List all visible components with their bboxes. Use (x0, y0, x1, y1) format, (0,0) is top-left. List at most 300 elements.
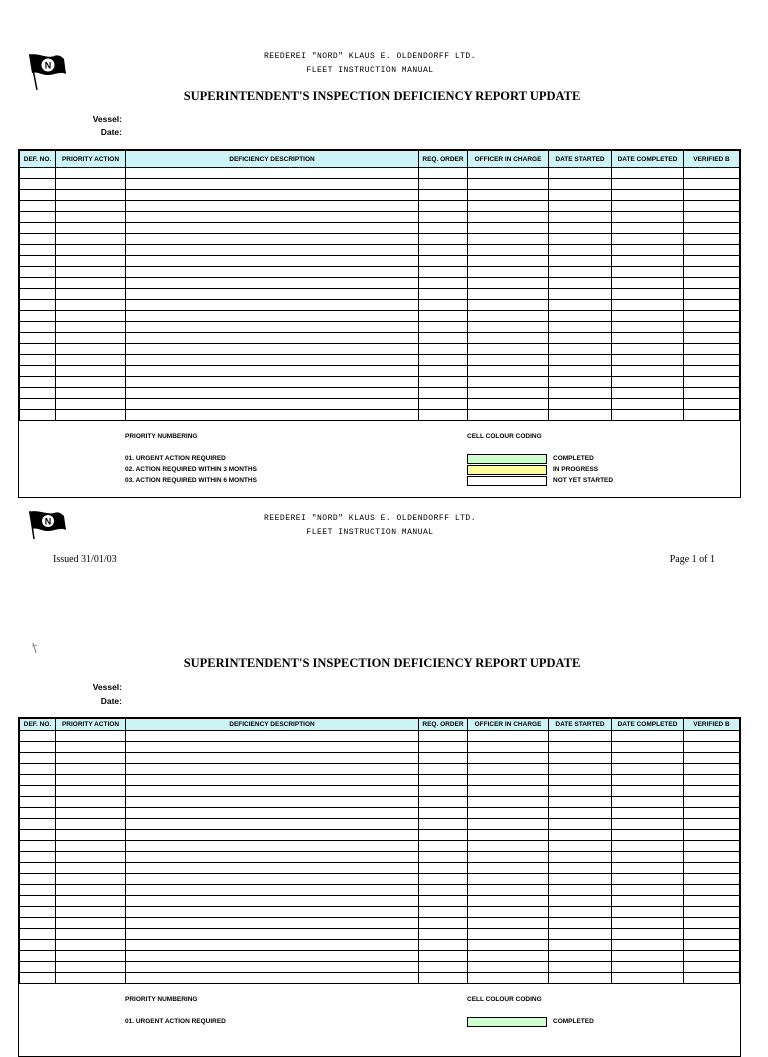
table-cell[interactable] (549, 940, 612, 951)
table-cell[interactable] (549, 863, 612, 874)
table-cell[interactable] (126, 885, 419, 896)
table-cell[interactable] (612, 212, 684, 223)
table-cell[interactable] (20, 907, 56, 918)
table-cell[interactable] (56, 212, 126, 223)
table-cell[interactable] (126, 212, 419, 223)
table-cell[interactable] (549, 245, 612, 256)
table-cell[interactable] (20, 819, 56, 830)
table-cell[interactable] (549, 973, 612, 984)
table-cell[interactable] (549, 179, 612, 190)
table-cell[interactable] (126, 874, 419, 885)
table-cell[interactable] (126, 962, 419, 973)
table-cell[interactable] (419, 245, 468, 256)
table-cell[interactable] (549, 885, 612, 896)
table-cell[interactable] (468, 918, 549, 929)
table-cell[interactable] (468, 245, 549, 256)
table-cell[interactable] (126, 775, 419, 786)
table-cell[interactable] (468, 764, 549, 775)
table-cell[interactable] (684, 267, 740, 278)
table-cell[interactable] (468, 267, 549, 278)
table-cell[interactable] (549, 333, 612, 344)
table-cell[interactable] (684, 764, 740, 775)
table-cell[interactable] (684, 918, 740, 929)
table-cell[interactable] (549, 819, 612, 830)
table-cell[interactable] (612, 355, 684, 366)
table-cell[interactable] (56, 168, 126, 179)
table-cell[interactable] (419, 289, 468, 300)
table-cell[interactable] (419, 962, 468, 973)
table-cell[interactable] (126, 830, 419, 841)
table-cell[interactable] (20, 267, 56, 278)
table-cell[interactable] (468, 223, 549, 234)
table-cell[interactable] (612, 819, 684, 830)
table-cell[interactable] (20, 731, 56, 742)
table-cell[interactable] (612, 907, 684, 918)
table-cell[interactable] (126, 929, 419, 940)
table-cell[interactable] (419, 874, 468, 885)
table-cell[interactable] (20, 929, 56, 940)
table-cell[interactable] (468, 775, 549, 786)
table-cell[interactable] (56, 764, 126, 775)
table-cell[interactable] (549, 212, 612, 223)
table-cell[interactable] (56, 399, 126, 410)
table-cell[interactable] (419, 863, 468, 874)
table-cell[interactable] (468, 786, 549, 797)
table-cell[interactable] (20, 201, 56, 212)
table-cell[interactable] (20, 764, 56, 775)
table-cell[interactable] (20, 863, 56, 874)
table-cell[interactable] (419, 742, 468, 753)
table-cell[interactable] (684, 355, 740, 366)
table-cell[interactable] (468, 819, 549, 830)
table-cell[interactable] (684, 874, 740, 885)
table-cell[interactable] (612, 410, 684, 421)
table-cell[interactable] (20, 896, 56, 907)
table-cell[interactable] (20, 212, 56, 223)
table-cell[interactable] (419, 366, 468, 377)
table-cell[interactable] (468, 168, 549, 179)
table-cell[interactable] (56, 951, 126, 962)
table-cell[interactable] (20, 333, 56, 344)
table-cell[interactable] (468, 377, 549, 388)
table-cell[interactable] (126, 355, 419, 366)
table-cell[interactable] (468, 874, 549, 885)
table-cell[interactable] (468, 289, 549, 300)
table-cell[interactable] (126, 190, 419, 201)
table-cell[interactable] (612, 731, 684, 742)
table-cell[interactable] (20, 885, 56, 896)
table-cell[interactable] (56, 753, 126, 764)
table-cell[interactable] (549, 830, 612, 841)
table-cell[interactable] (549, 366, 612, 377)
table-cell[interactable] (612, 333, 684, 344)
table-cell[interactable] (20, 245, 56, 256)
table-cell[interactable] (612, 852, 684, 863)
table-cell[interactable] (419, 907, 468, 918)
table-cell[interactable] (684, 333, 740, 344)
table-cell[interactable] (56, 863, 126, 874)
table-cell[interactable] (468, 841, 549, 852)
table-cell[interactable] (468, 179, 549, 190)
table-cell[interactable] (419, 223, 468, 234)
table-cell[interactable] (684, 377, 740, 388)
table-cell[interactable] (612, 775, 684, 786)
table-cell[interactable] (126, 366, 419, 377)
table-cell[interactable] (684, 399, 740, 410)
table-cell[interactable] (419, 234, 468, 245)
table-cell[interactable] (126, 311, 419, 322)
table-cell[interactable] (20, 797, 56, 808)
table-cell[interactable] (20, 366, 56, 377)
table-cell[interactable] (419, 355, 468, 366)
table-cell[interactable] (549, 808, 612, 819)
table-cell[interactable] (612, 863, 684, 874)
table-cell[interactable] (20, 786, 56, 797)
table-cell[interactable] (126, 388, 419, 399)
table-cell[interactable] (468, 212, 549, 223)
table-cell[interactable] (549, 344, 612, 355)
table-cell[interactable] (612, 786, 684, 797)
table-cell[interactable] (419, 951, 468, 962)
table-cell[interactable] (612, 201, 684, 212)
table-cell[interactable] (56, 852, 126, 863)
table-cell[interactable] (549, 190, 612, 201)
table-cell[interactable] (56, 830, 126, 841)
table-cell[interactable] (612, 896, 684, 907)
table-cell[interactable] (419, 179, 468, 190)
table-cell[interactable] (126, 841, 419, 852)
table-cell[interactable] (549, 289, 612, 300)
table-cell[interactable] (126, 731, 419, 742)
table-cell[interactable] (56, 797, 126, 808)
table-cell[interactable] (684, 786, 740, 797)
table-cell[interactable] (468, 797, 549, 808)
table-cell[interactable] (56, 190, 126, 201)
table-cell[interactable] (684, 278, 740, 289)
table-cell[interactable] (468, 300, 549, 311)
table-cell[interactable] (684, 962, 740, 973)
table-cell[interactable] (419, 753, 468, 764)
table-cell[interactable] (549, 410, 612, 421)
table-cell[interactable] (419, 885, 468, 896)
table-cell[interactable] (126, 410, 419, 421)
table-cell[interactable] (612, 764, 684, 775)
table-cell[interactable] (126, 852, 419, 863)
table-cell[interactable] (126, 797, 419, 808)
table-cell[interactable] (419, 918, 468, 929)
table-cell[interactable] (612, 874, 684, 885)
table-cell[interactable] (684, 808, 740, 819)
table-cell[interactable] (684, 896, 740, 907)
table-cell[interactable] (419, 256, 468, 267)
table-cell[interactable] (612, 797, 684, 808)
table-cell[interactable] (20, 256, 56, 267)
table-cell[interactable] (20, 179, 56, 190)
table-cell[interactable] (56, 179, 126, 190)
table-cell[interactable] (549, 234, 612, 245)
table-cell[interactable] (684, 300, 740, 311)
table-cell[interactable] (612, 223, 684, 234)
table-cell[interactable] (126, 819, 419, 830)
table-cell[interactable] (612, 830, 684, 841)
table-cell[interactable] (684, 311, 740, 322)
table-cell[interactable] (419, 168, 468, 179)
table-cell[interactable] (20, 168, 56, 179)
table-cell[interactable] (549, 388, 612, 399)
table-cell[interactable] (56, 410, 126, 421)
table-cell[interactable] (20, 808, 56, 819)
table-cell[interactable] (56, 775, 126, 786)
table-cell[interactable] (20, 742, 56, 753)
table-cell[interactable] (468, 355, 549, 366)
table-cell[interactable] (468, 190, 549, 201)
table-cell[interactable] (126, 951, 419, 962)
table-cell[interactable] (20, 234, 56, 245)
table-cell[interactable] (549, 907, 612, 918)
table-cell[interactable] (612, 267, 684, 278)
table-cell[interactable] (612, 234, 684, 245)
table-cell[interactable] (419, 333, 468, 344)
table-cell[interactable] (684, 289, 740, 300)
table-cell[interactable] (684, 819, 740, 830)
table-cell[interactable] (549, 929, 612, 940)
table-cell[interactable] (468, 399, 549, 410)
table-cell[interactable] (20, 973, 56, 984)
table-cell[interactable] (612, 311, 684, 322)
table-cell[interactable] (612, 940, 684, 951)
table-cell[interactable] (419, 212, 468, 223)
table-cell[interactable] (126, 940, 419, 951)
table-cell[interactable] (549, 201, 612, 212)
table-cell[interactable] (684, 742, 740, 753)
table-cell[interactable] (549, 377, 612, 388)
table-cell[interactable] (56, 907, 126, 918)
table-cell[interactable] (56, 786, 126, 797)
table-cell[interactable] (56, 841, 126, 852)
table-cell[interactable] (468, 929, 549, 940)
table-cell[interactable] (56, 885, 126, 896)
table-cell[interactable] (684, 830, 740, 841)
table-cell[interactable] (684, 797, 740, 808)
table-cell[interactable] (419, 300, 468, 311)
table-cell[interactable] (56, 267, 126, 278)
table-cell[interactable] (684, 973, 740, 984)
table-cell[interactable] (56, 731, 126, 742)
table-cell[interactable] (468, 333, 549, 344)
table-cell[interactable] (549, 786, 612, 797)
table-cell[interactable] (549, 267, 612, 278)
table-cell[interactable] (549, 797, 612, 808)
table-cell[interactable] (684, 863, 740, 874)
table-cell[interactable] (20, 344, 56, 355)
table-cell[interactable] (468, 344, 549, 355)
table-cell[interactable] (20, 775, 56, 786)
table-cell[interactable] (468, 808, 549, 819)
table-cell[interactable] (20, 311, 56, 322)
table-cell[interactable] (684, 775, 740, 786)
table-cell[interactable] (549, 322, 612, 333)
table-cell[interactable] (56, 300, 126, 311)
table-cell[interactable] (126, 300, 419, 311)
table-cell[interactable] (56, 234, 126, 245)
table-cell[interactable] (612, 179, 684, 190)
table-cell[interactable] (468, 907, 549, 918)
table-cell[interactable] (126, 377, 419, 388)
table-cell[interactable] (612, 929, 684, 940)
table-cell[interactable] (56, 278, 126, 289)
table-cell[interactable] (612, 808, 684, 819)
table-cell[interactable] (56, 311, 126, 322)
table-cell[interactable] (419, 841, 468, 852)
table-cell[interactable] (126, 289, 419, 300)
table-cell[interactable] (468, 896, 549, 907)
table-cell[interactable] (468, 366, 549, 377)
table-cell[interactable] (56, 333, 126, 344)
table-cell[interactable] (468, 951, 549, 962)
table-cell[interactable] (126, 201, 419, 212)
table-cell[interactable] (549, 300, 612, 311)
table-cell[interactable] (468, 278, 549, 289)
table-cell[interactable] (56, 929, 126, 940)
table-cell[interactable] (419, 797, 468, 808)
table-cell[interactable] (684, 234, 740, 245)
table-cell[interactable] (20, 300, 56, 311)
table-cell[interactable] (419, 973, 468, 984)
table-cell[interactable] (684, 168, 740, 179)
table-cell[interactable] (20, 753, 56, 764)
table-cell[interactable] (684, 201, 740, 212)
table-cell[interactable] (684, 245, 740, 256)
table-cell[interactable] (20, 399, 56, 410)
table-cell[interactable] (126, 786, 419, 797)
table-cell[interactable] (549, 764, 612, 775)
table-cell[interactable] (126, 322, 419, 333)
table-cell[interactable] (549, 256, 612, 267)
table-cell[interactable] (549, 223, 612, 234)
table-cell[interactable] (20, 410, 56, 421)
table-cell[interactable] (126, 399, 419, 410)
table-cell[interactable] (612, 885, 684, 896)
table-cell[interactable] (126, 267, 419, 278)
table-cell[interactable] (56, 201, 126, 212)
table-cell[interactable] (56, 344, 126, 355)
table-cell[interactable] (20, 962, 56, 973)
table-cell[interactable] (56, 366, 126, 377)
table-cell[interactable] (56, 874, 126, 885)
table-cell[interactable] (468, 973, 549, 984)
table-cell[interactable] (612, 190, 684, 201)
table-cell[interactable] (549, 841, 612, 852)
table-cell[interactable] (56, 808, 126, 819)
table-cell[interactable] (419, 764, 468, 775)
table-cell[interactable] (612, 344, 684, 355)
table-cell[interactable] (56, 223, 126, 234)
table-cell[interactable] (612, 256, 684, 267)
table-cell[interactable] (419, 322, 468, 333)
table-cell[interactable] (468, 256, 549, 267)
table-cell[interactable] (20, 377, 56, 388)
table-cell[interactable] (612, 245, 684, 256)
table-cell[interactable] (56, 742, 126, 753)
table-cell[interactable] (612, 753, 684, 764)
table-cell[interactable] (20, 355, 56, 366)
table-cell[interactable] (684, 951, 740, 962)
table-cell[interactable] (419, 731, 468, 742)
table-cell[interactable] (56, 819, 126, 830)
table-cell[interactable] (126, 863, 419, 874)
table-cell[interactable] (468, 753, 549, 764)
table-cell[interactable] (612, 322, 684, 333)
table-cell[interactable] (419, 377, 468, 388)
table-cell[interactable] (612, 973, 684, 984)
table-cell[interactable] (419, 896, 468, 907)
table-cell[interactable] (684, 852, 740, 863)
table-cell[interactable] (549, 168, 612, 179)
table-cell[interactable] (684, 190, 740, 201)
table-cell[interactable] (684, 940, 740, 951)
table-cell[interactable] (56, 962, 126, 973)
table-cell[interactable] (468, 388, 549, 399)
table-cell[interactable] (56, 245, 126, 256)
table-cell[interactable] (126, 808, 419, 819)
table-cell[interactable] (419, 830, 468, 841)
table-cell[interactable] (126, 333, 419, 344)
table-cell[interactable] (549, 852, 612, 863)
table-cell[interactable] (468, 863, 549, 874)
table-cell[interactable] (612, 388, 684, 399)
table-cell[interactable] (20, 951, 56, 962)
table-cell[interactable] (468, 830, 549, 841)
table-cell[interactable] (612, 377, 684, 388)
table-cell[interactable] (126, 896, 419, 907)
table-cell[interactable] (684, 841, 740, 852)
table-cell[interactable] (126, 179, 419, 190)
table-cell[interactable] (468, 311, 549, 322)
table-cell[interactable] (419, 201, 468, 212)
table-cell[interactable] (612, 918, 684, 929)
table-cell[interactable] (549, 742, 612, 753)
table-cell[interactable] (419, 410, 468, 421)
table-cell[interactable] (684, 179, 740, 190)
table-cell[interactable] (549, 399, 612, 410)
table-cell[interactable] (549, 355, 612, 366)
table-cell[interactable] (126, 918, 419, 929)
table-cell[interactable] (612, 366, 684, 377)
table-cell[interactable] (549, 896, 612, 907)
table-cell[interactable] (549, 951, 612, 962)
table-cell[interactable] (612, 300, 684, 311)
table-cell[interactable] (419, 808, 468, 819)
table-cell[interactable] (56, 289, 126, 300)
table-cell[interactable] (612, 742, 684, 753)
table-cell[interactable] (684, 223, 740, 234)
table-cell[interactable] (612, 962, 684, 973)
table-cell[interactable] (56, 256, 126, 267)
table-cell[interactable] (419, 267, 468, 278)
table-cell[interactable] (20, 289, 56, 300)
table-cell[interactable] (56, 377, 126, 388)
table-cell[interactable] (419, 278, 468, 289)
table-cell[interactable] (56, 355, 126, 366)
table-cell[interactable] (126, 278, 419, 289)
table-cell[interactable] (126, 907, 419, 918)
table-cell[interactable] (419, 344, 468, 355)
table-cell[interactable] (419, 852, 468, 863)
table-cell[interactable] (684, 322, 740, 333)
table-cell[interactable] (684, 929, 740, 940)
table-cell[interactable] (126, 764, 419, 775)
table-cell[interactable] (684, 731, 740, 742)
